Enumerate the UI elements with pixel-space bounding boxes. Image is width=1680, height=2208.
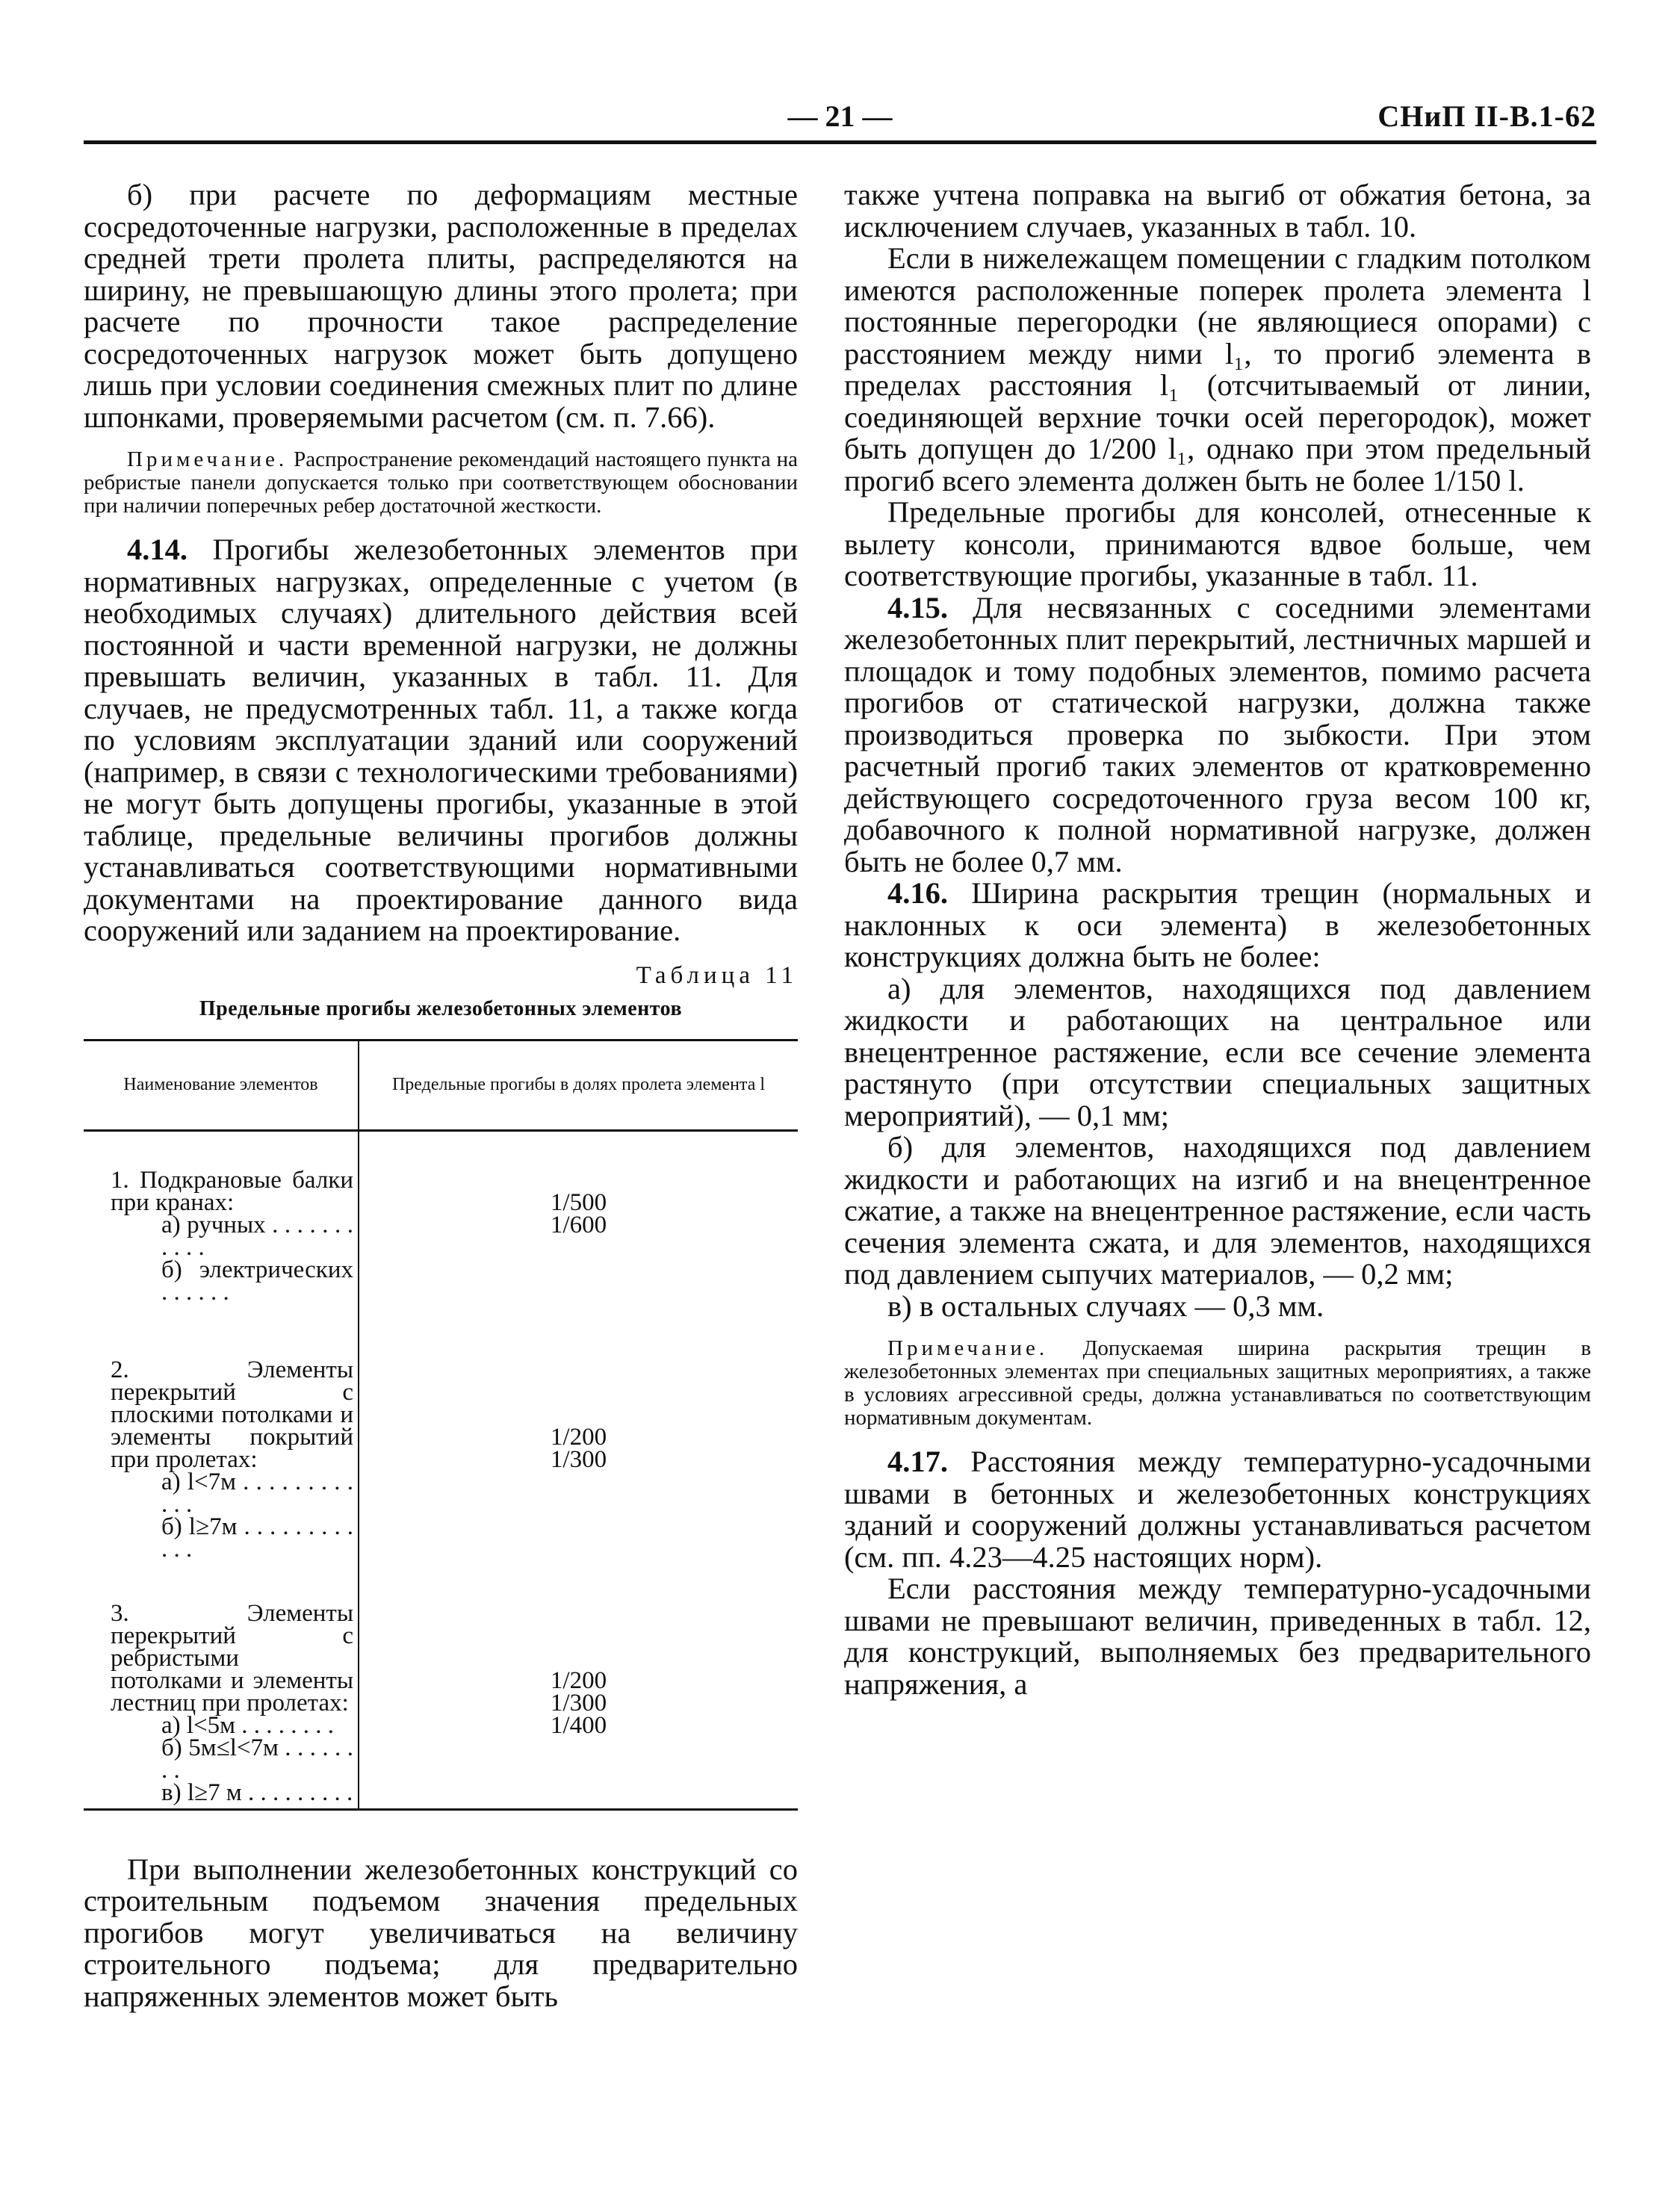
paragraph-continuation: также учтена поправка на выгиб от обжатия бетона, за исключением случаев, указанных в табл. 10.: [844, 178, 1591, 244]
row-sub: в) l≥7 м . . . . . . . . .: [161, 1779, 353, 1806]
section-4-17: [844, 1446, 1591, 1573]
paragraph-consoles: Предельные прогибы для консолей, отнесенные к вылету консоли, принимаются вдвое больше, чем соответствующие прогибы, указанные в табл. 11.: [844, 495, 1591, 592]
paragraph-joints: Если расстояния между температурно-усадочными швами не превышают величин, приведенных в табл. 12, для конструкций, выполняемых без предварительного напряжения, а: [844, 1572, 1591, 1701]
section-number: 4.14.: [127, 533, 187, 566]
item-a: а) для элементов, находящихся под давлением жидкости и работающих на центральное или внецентренное растяжение, если все сечение элемента растянуто (при отсутствии специальных защитных мероприятий), — 0,1 мм;: [844, 971, 1591, 1132]
table-title: Предельные прогибы железобетонных элементов: [199, 996, 683, 1020]
table-row: [84, 1130, 798, 1321]
value: 1/300: [550, 1445, 607, 1473]
table-number: Таблица 11: [636, 961, 798, 989]
col-header-limits: Предельные прогибы в долях пролета элемента l: [359, 1040, 798, 1130]
value: 1/500: [550, 1188, 607, 1216]
section-text: Ширина раскрытия трещин (нормальных и наклонных к оси элемента) в железобетонных конструкциях должна быть не более:: [844, 876, 1591, 973]
row-label: [84, 1565, 359, 1810]
value: 1/200: [550, 1666, 607, 1694]
section-text: Расстояния между температурно-усадочными швами в бетонных и железобетонных конструкциях зданий и сооружений должны устанавливаться расчетом (см. пп. 4.23—4.25 настоящих норм).: [844, 1445, 1591, 1574]
page-header: [84, 99, 1596, 144]
row-sub: а) l<7м . . . . . . . . . . . .: [161, 1468, 353, 1518]
document-code: СНиП II-В.1-62: [1377, 99, 1596, 133]
right-column: [844, 179, 1591, 1700]
row-sub: б) 5м≤l<7м . . . . . . . .: [161, 1734, 353, 1784]
paragraph-partitions: Если в нижележащем помещении с гладким потолком имеются расположенные поперек пролета элемента l постоянные перегородки (не являющиеся опорами) с расстоянием между ними l₁, то прогиб элемента в пределах расстояния l₁ (отсчитываемый от линии, соединяющей верхние точки осей перегородок), может быть допущен до 1/200 l₁, однако при этом предельный прогиб всего элемента должен быть не более 1/150 l.: [844, 241, 1591, 497]
row-title: 2. Элементы перекрытий с плоскими потолками и элементы покрытий при пролетах:: [111, 1356, 353, 1473]
row-sub: а) l<5м . . . . . . . .: [161, 1711, 335, 1739]
value: 1/400: [550, 1711, 607, 1739]
value: 1/300: [550, 1689, 607, 1717]
row-label: [84, 1321, 359, 1565]
row-sub: б) l≥7м . . . . . . . . . . . .: [161, 1513, 353, 1563]
value: 1/200: [550, 1423, 607, 1451]
item-c: в) в остальных случаях — 0,3 мм.: [887, 1288, 1324, 1323]
row-label: [84, 1130, 359, 1321]
table-row: [84, 1321, 798, 1565]
note-ribbed-panels: [84, 448, 798, 518]
note-text: Распространение рекомендаций настоящего пункта на ребристые панели допускается только при соответствующем обосновании при наличии поперечных ребер достаточной жесткости.: [84, 447, 798, 518]
section-text: Прогибы железобетонных элементов при нормативных нагрузках, определенные с учетом (в необходимых случаях) длительного действия всей постоянной и части временной нагрузки, не должны превышать величин, указанных в табл. 11. Для случаев, не предусмотренных табл. 11, а также когда по условиям эксплуатации зданий или сооружений (например, в связи с технологическими требованиями) не могут быть допущены прогибы, указанные в этой таблице, предельные величины прогибов должны устанавливаться соответствующими нормативными документами на проектирование данного вида сооружений или заданием на проектирование.: [84, 533, 798, 947]
left-column: [84, 179, 798, 2012]
page-number: — 21 —: [787, 99, 893, 133]
note-label: Примечание.: [127, 447, 288, 471]
table-row: [84, 1565, 798, 1810]
col-header-elements: Наименование элементов: [84, 1040, 359, 1130]
section-4-15: [844, 592, 1591, 878]
value: 1/600: [550, 1211, 607, 1238]
section-number: 4.15.: [887, 590, 948, 624]
row-values: [359, 1565, 798, 1810]
row-values: [359, 1130, 798, 1321]
section-number: 4.17.: [887, 1445, 948, 1478]
row-sub: б) электрических . . . . . .: [161, 1256, 353, 1306]
row-title: 3. Элементы перекрытий с ребристыми потолками и элементы лестниц при пролетах:: [111, 1599, 353, 1717]
deflection-table: [84, 1039, 798, 1811]
section-4-14: [84, 534, 798, 947]
row-values: [359, 1321, 798, 1565]
section-number: 4.16.: [887, 876, 948, 910]
section-text: Для несвязанных с соседними элементами железобетонных плит перекрытий, лестничных маршей и площадок и тому подобных элементов, помимо расчета прогибов от статической нагрузки, должна также производиться проверка по зыбкости. При этом расчетный прогиб таких элементов от кратковременно действующего сосредоточенного груза весом 100 кг, добавочного к полной нормативной нагрузке, должен быть не более 0,7 мм.: [844, 590, 1591, 878]
table-header-row: [84, 1040, 798, 1130]
paragraph-b-deformation: б) при расчете по деформациям местные сосредоточенные нагрузки, расположенные в пределах средней трети пролета плиты, распределяются на ширину, не превышающую длины этого пролета; при расчете по прочности такое распределение сосредоточенных нагрузок может быть допущено лишь при условии соединения смежных плит по длине шпонками, проверяемыми расчетом (см. п. 7.66).: [84, 178, 798, 434]
note-label: Примечание.: [887, 1336, 1049, 1360]
note-crack-width: [844, 1337, 1591, 1430]
section-4-16: [844, 878, 1591, 973]
paragraph-construction-camber: При выполнении железобетонных конструкций со строительным подъемом значения предельных прогибов могут увеличиваться на величину строительного подъема; для предварительно напряженных элементов может быть: [84, 1852, 798, 2013]
item-b: б) для элементов, находящихся под давлением жидкости и работающих на изгиб и на внецентренное сжатие, а также на внецентренное растяжение, если часть сечения элемента сжата, и для элементов, находящихся под давлением сыпучих материалов, — 0,2 мм;: [844, 1130, 1591, 1291]
row-title: 1. Подкрановые балки при кранах:: [111, 1166, 353, 1216]
row-sub: а) ручных . . . . . . . . . . .: [161, 1211, 353, 1261]
note-text: Допускаемая ширина раскрытия трещин в железобетонных элементах при специальных защитных мероприятиях, а также в условиях агрессивной среды, должна устанавливаться по соответствующим нормативным документам.: [844, 1336, 1591, 1430]
